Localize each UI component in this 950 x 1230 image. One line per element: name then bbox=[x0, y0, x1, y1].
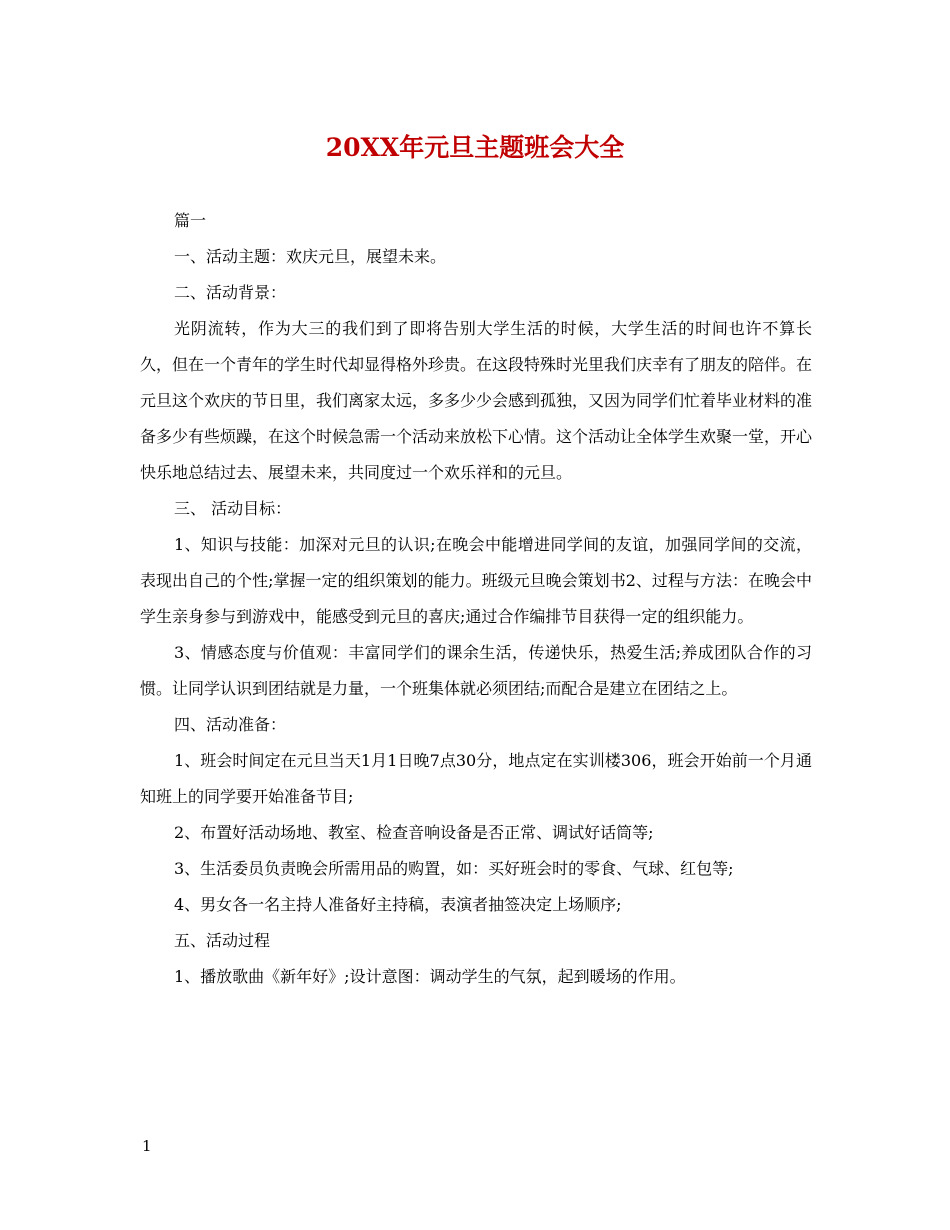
paragraph-preparation-venue: 2、布置好活动场地、教室、检查音响设备是否正常、调试好话筒等; bbox=[174, 823, 654, 842]
document-title: 20XX年元旦主题班会大全 bbox=[325, 133, 625, 162]
paragraph-preparation-heading: 四、活动准备： bbox=[174, 715, 287, 734]
paragraph-goals-values: 3、情感态度与价值观：丰富同学们的课余生活，传递快乐，热爱生活;养成团队合作的习惯。让同学认识到团结就是力量，一个班集体就必须团结;而配合是建立在团结之上。 bbox=[140, 643, 812, 698]
paragraph-process-step-1: 1、播放歌曲《新年好》;设计意图：调动学生的气氛，起到暖场的作用。 bbox=[174, 967, 686, 986]
paragraph-preparation-supplies: 3、生活委员负责晚会所需用品的购置，如：买好班会时的零食、气球、红包等; bbox=[174, 859, 734, 878]
document-body bbox=[140, 203, 812, 995]
paragraph-goals-heading: 三、 活动目标： bbox=[174, 499, 292, 518]
paragraph-background-text: 光阴流转，作为大三的我们到了即将告别大学生活的时候，大学生活的时间也许不算长久，但在一个青年的学生时代却显得格外珍贵。在这段特殊时光里我们庆幸有了朋友的陪伴。在元旦这个欢庆的节日里，我们离家太远，多多少少会感到孤独，又因为同学们忙着毕业材料的准备多少有些烦躁，在这个时候急需一个活动来放松下心情。这个活动让全体学生欢聚一堂，开心快乐地总结过去、展望未来，共同度过一个欢乐祥和的元旦。 bbox=[140, 319, 813, 482]
paragraph-process-heading: 五、活动过程 bbox=[174, 931, 271, 950]
paragraph-section-label: 篇一 bbox=[174, 211, 207, 230]
paragraph-goals-knowledge: 1、知识与技能：加深对元旦的认识;在晚会中能增进同学间的友谊，加强同学间的交流，表现出自己的个性;掌握一定的组织策划的能力。班级元旦晚会策划书2、过程与方法：在晚会中学生亲身参与到游戏中，能感受到元旦的喜庆;通过合作编排节目获得一定的组织能力。 bbox=[140, 535, 812, 626]
paragraph-activity-theme: 一、活动主题：欢庆元旦，展望未来。 bbox=[174, 247, 447, 266]
paragraph-preparation-time: 1、班会时间定在元旦当天1月1日晚7点30分，地点定在实训楼306，班会开始前一个月通知班上的同学要开始准备节目; bbox=[140, 751, 812, 806]
paragraph-background-heading: 二、活动背景： bbox=[174, 283, 287, 302]
paragraph-preparation-hosts: 4、男女各一名主持人准备好主持稿，表演者抽签决定上场顺序; bbox=[174, 895, 622, 914]
page-number: 1 bbox=[142, 1137, 152, 1155]
